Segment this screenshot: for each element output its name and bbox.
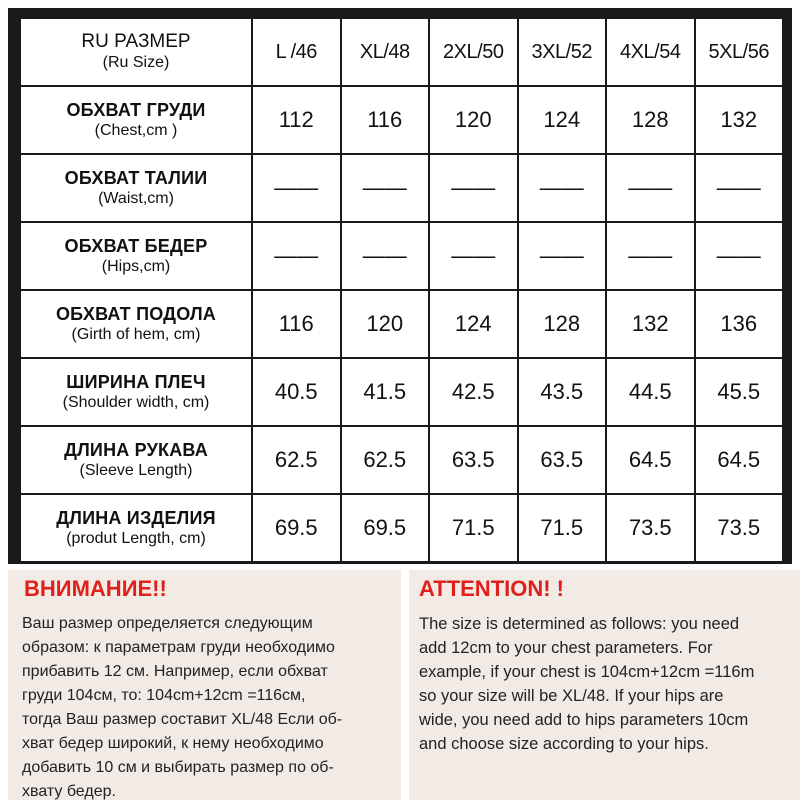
value-cell: ——: [252, 154, 341, 222]
table-row-shoulder: [20, 358, 783, 426]
row-label-cell: [20, 222, 252, 290]
size-header-cell: L /46: [252, 18, 341, 86]
value-cell: 124: [429, 290, 518, 358]
row-label-ru: ОБХВАТ БЕДЕР: [64, 235, 208, 256]
row-label-en: (Waist,cm): [98, 189, 174, 207]
row-label-cell: [20, 426, 252, 494]
value-cell: 120: [429, 86, 518, 154]
value-cell: 73.5: [606, 494, 695, 562]
row-label-en: (Girth of hem, cm): [71, 325, 201, 343]
value-cell: 132: [606, 290, 695, 358]
value-cell: 128: [606, 86, 695, 154]
size-header-cell: 3XL/52: [518, 18, 607, 86]
value-cell: 64.5: [606, 426, 695, 494]
value-cell: 128: [518, 290, 607, 358]
value-cell: ——: [518, 154, 607, 222]
value-cell: 63.5: [429, 426, 518, 494]
value-cell: ——: [252, 222, 341, 290]
value-cell: 44.5: [606, 358, 695, 426]
value-cell: 64.5: [695, 426, 784, 494]
row-label-ru: ОБХВАТ ТАЛИИ: [64, 167, 208, 188]
row-label-cell: [20, 154, 252, 222]
size-chart-frame: [8, 8, 792, 564]
value-cell: 43.5: [518, 358, 607, 426]
row-label-en: (Sleeve Length): [79, 461, 193, 479]
value-cell: ——: [606, 222, 695, 290]
table-row-hem: [20, 290, 783, 358]
value-cell: 112: [252, 86, 341, 154]
value-cell: 41.5: [341, 358, 430, 426]
table-row-length: [20, 494, 783, 562]
notice-ru-panel: [8, 570, 401, 800]
row-label-en: (produt Length, cm): [66, 529, 206, 547]
header-label-cell: [20, 18, 252, 86]
notice-ru-body: Ваш размер определяется следующим образом: к параметрам груди необходимо прибавить 12 см. Например, если обхват груди 104см, то: 104cm+12cm =116см, тогда Ваш размер составит XL/48 Если об- хват бедер широкий, к нему необходимо добавить 10 см и выбирать размер по об- хвату бедер.: [22, 615, 343, 800]
size-header-cell: 2XL/50: [429, 18, 518, 86]
table-row-chest: [20, 86, 783, 154]
row-label-en: (Hips,cm): [101, 257, 171, 275]
row-label-en: (Chest,cm ): [94, 121, 178, 139]
value-cell: 136: [695, 290, 784, 358]
value-cell: 40.5: [252, 358, 341, 426]
row-label-ru: ОБХВАТ ГРУДИ: [66, 99, 206, 120]
value-cell: 62.5: [252, 426, 341, 494]
size-header-cell: 4XL/54: [606, 18, 695, 86]
row-label-cell: [20, 290, 252, 358]
value-cell: 45.5: [695, 358, 784, 426]
value-cell: ——: [518, 222, 607, 290]
value-cell: 116: [252, 290, 341, 358]
table-row-hips: [20, 222, 783, 290]
value-cell: ——: [606, 154, 695, 222]
row-label-cell: [20, 86, 252, 154]
size-header-cell: 5XL/56: [695, 18, 784, 86]
header-label-en: (Ru Size): [102, 54, 170, 72]
value-cell: ——: [429, 154, 518, 222]
value-cell: 42.5: [429, 358, 518, 426]
table-row-waist: [20, 154, 783, 222]
value-cell: 63.5: [518, 426, 607, 494]
size-chart-table: [19, 17, 784, 563]
table-header-row: [20, 18, 783, 86]
row-label-ru: ШИРИНА ПЛЕЧ: [66, 371, 206, 392]
value-cell: ——: [429, 222, 518, 290]
size-header-cell: XL/48: [341, 18, 430, 86]
value-cell: 120: [341, 290, 430, 358]
value-cell: ——: [695, 154, 784, 222]
notice-en-title: ATTENTION! !: [419, 576, 565, 601]
value-cell: 71.5: [429, 494, 518, 562]
header-label-ru: RU РАЗМЕР: [81, 31, 191, 53]
value-cell: ——: [341, 154, 430, 222]
row-label-ru: ДЛИНА ИЗДЕЛИЯ: [56, 507, 216, 528]
row-label-cell: [20, 494, 252, 562]
value-cell: 69.5: [341, 494, 430, 562]
value-cell: ——: [341, 222, 430, 290]
value-cell: 62.5: [341, 426, 430, 494]
notice-en-body: The size is determined as follows: you need add 12cm to your chest parameters. For example, if your chest is 104cm+12cm =116m so your size will be XL/48. If your hips are wide, you need add to hips parameters 10cm and choose size according to your hips.: [419, 615, 755, 753]
notice-en-panel: [409, 570, 800, 800]
row-label-en: (Shoulder width, cm): [62, 393, 210, 411]
notice-ru-title: ВНИМАНИЕ!!: [24, 576, 167, 601]
row-label-ru: ОБХВАТ ПОДОЛА: [55, 303, 216, 324]
value-cell: 116: [341, 86, 430, 154]
value-cell: 69.5: [252, 494, 341, 562]
value-cell: 73.5: [695, 494, 784, 562]
table-row-sleeve: [20, 426, 783, 494]
value-cell: 71.5: [518, 494, 607, 562]
row-label-ru: ДЛИНА РУКАВА: [64, 439, 208, 460]
value-cell: 124: [518, 86, 607, 154]
value-cell: ——: [695, 222, 784, 290]
row-label-cell: [20, 358, 252, 426]
value-cell: 132: [695, 86, 784, 154]
